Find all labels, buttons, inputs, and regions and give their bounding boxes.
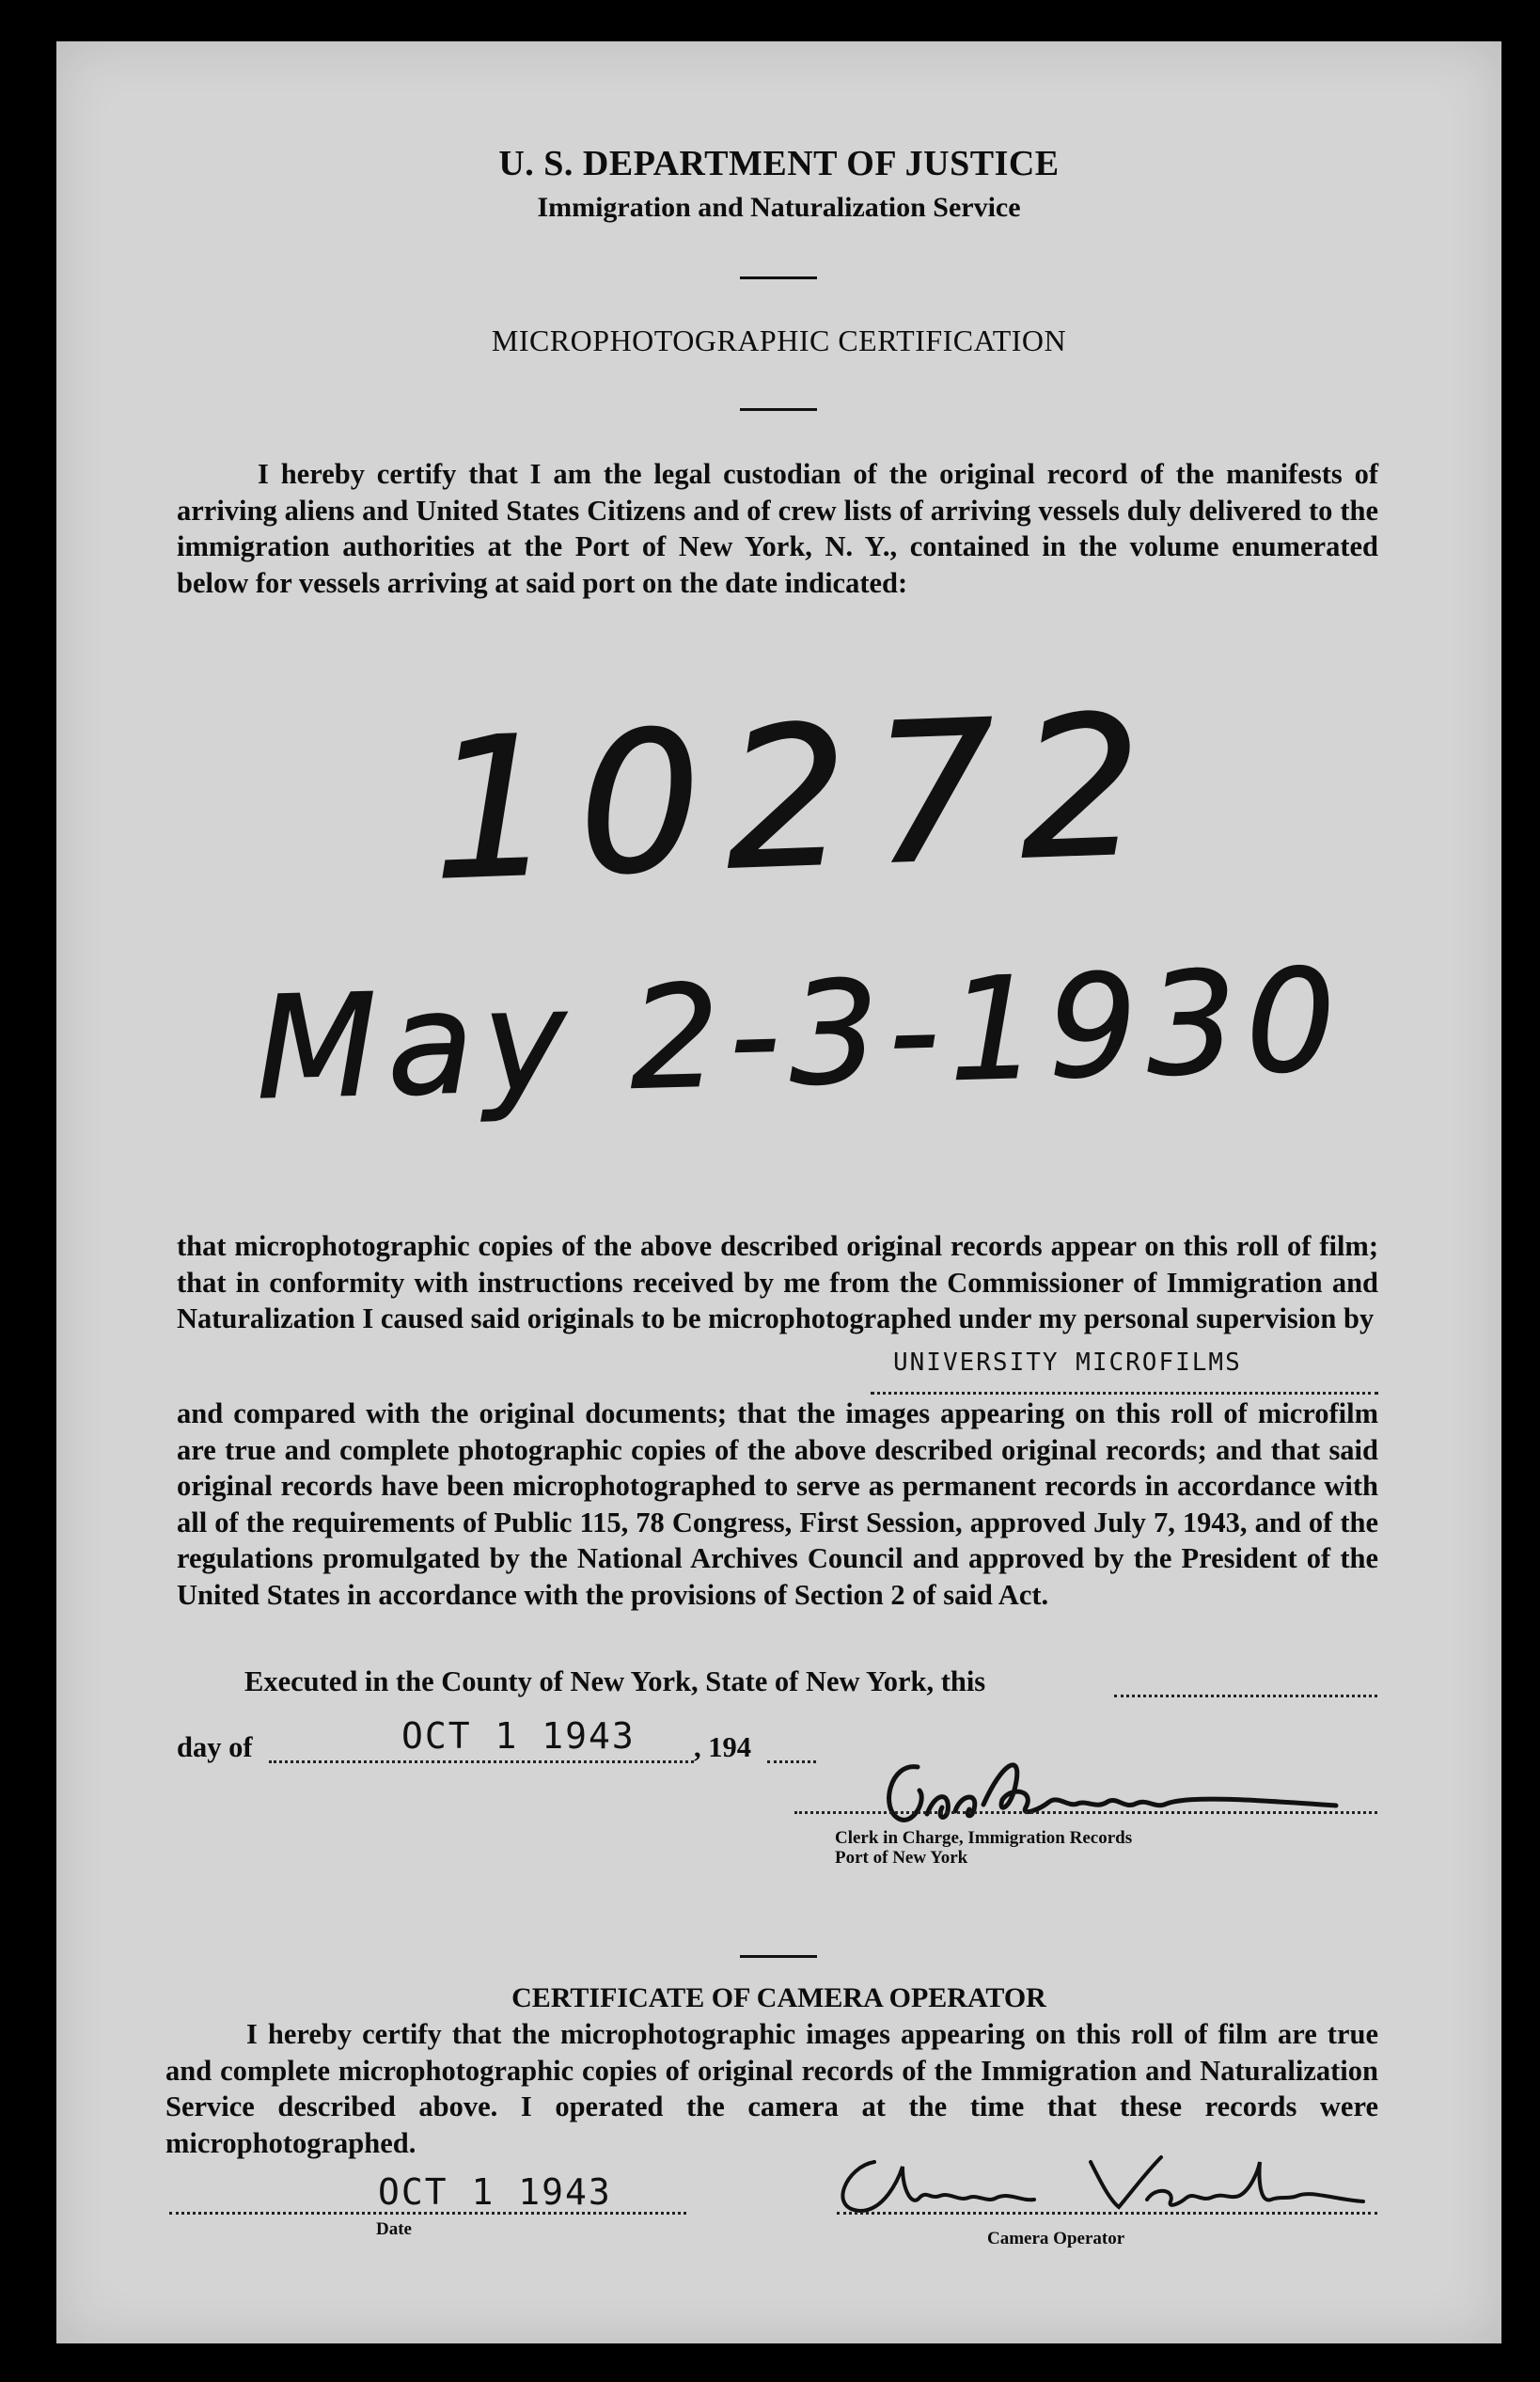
certificate-page [56,41,1501,2343]
day-of-label: day of [177,1731,253,1763]
custodian-paragraph [177,456,1378,601]
clerk-title-line-1: Clerk in Charge, Immigration Records [835,1828,1133,1848]
divider-top [740,276,817,279]
handwritten-date-range: May 2-3-1930 [254,939,1347,1131]
camera-operator-label: Camera Operator [987,2229,1125,2248]
executed-statement: Executed in the County of New York, State of New York, this [244,1665,986,1697]
camera-operator-paragraph-text: I hereby certify that the microphotographic images appearing on this roll of film are true and complete microphotographic copies of original records of the Immigration and Naturalization Service described above. I operated the camera at the time that these records were microphotographed. [165,2018,1378,2159]
stamped-operator-date: OCT 1 1943 [378,2171,612,2213]
camera-operator-signature [809,2143,1391,2232]
certification-title: MICROPHOTOGRAPHIC CERTIFICATION [491,323,1067,357]
clerk-title-line-2: Port of New York [835,1848,968,1868]
divider-camera [740,1955,817,1958]
copies-paragraph-part1 [177,1228,1378,1337]
camera-operator-paragraph [165,2016,1378,2161]
stamped-execution-date: OCT 1 1943 [401,1715,636,1757]
handwritten-volume-number: 10272 [428,673,1171,923]
copies-paragraph-text-1: that microphotographic copies of the above described original records appear on this roll of film; that in conformity with instructions received by me from the Commissioner of Immigration and Naturalization I caused said originals to be microphotographed under my personal supervision by [177,1230,1378,1334]
operator-signature-line [837,2208,1377,2215]
clerk-signature-line [794,1807,1377,1814]
executed-day-line [1114,1687,1377,1697]
year-line [767,1753,816,1763]
divider-second [740,408,817,411]
date-label: Date [376,2219,412,2239]
copies-paragraph-text-2: and compared with the original documents; that the images appearing on this roll of microfilm are true and complete photographic copies of the above described original records; and that said original records have been microphotographed to serve as permanent records in accordance with all of the requirements of Public 115, 78 Congress, First Session, approved July 7, 1943, and of the regulations promulgated by the National Archives Council and approved by the President of the United States in accordance with the provisions of Section 2 of said Act. [177,1397,1378,1611]
service-subheading: Immigration and Naturalization Service [537,192,1021,223]
custodian-paragraph-text: I hereby certify that I am the legal custodian of the original record of the manifests of arriving aliens and United States Citizens and of crew lists of arriving vessels duly delivered to the immigration authorities at the Port of New York, N. Y., contained in the volume enumerated below for vessels arriving at said port on the date indicated: [177,458,1378,599]
camera-operator-title: CERTIFICATE OF CAMERA OPERATOR [511,1982,1046,2013]
copies-paragraph-part2 [177,1396,1378,1613]
supervisor-stamp: UNIVERSITY MICROFILMS [893,1349,1242,1377]
year-prefix: , 194 [694,1731,751,1763]
department-heading: U. S. DEPARTMENT OF JUSTICE [498,144,1060,183]
